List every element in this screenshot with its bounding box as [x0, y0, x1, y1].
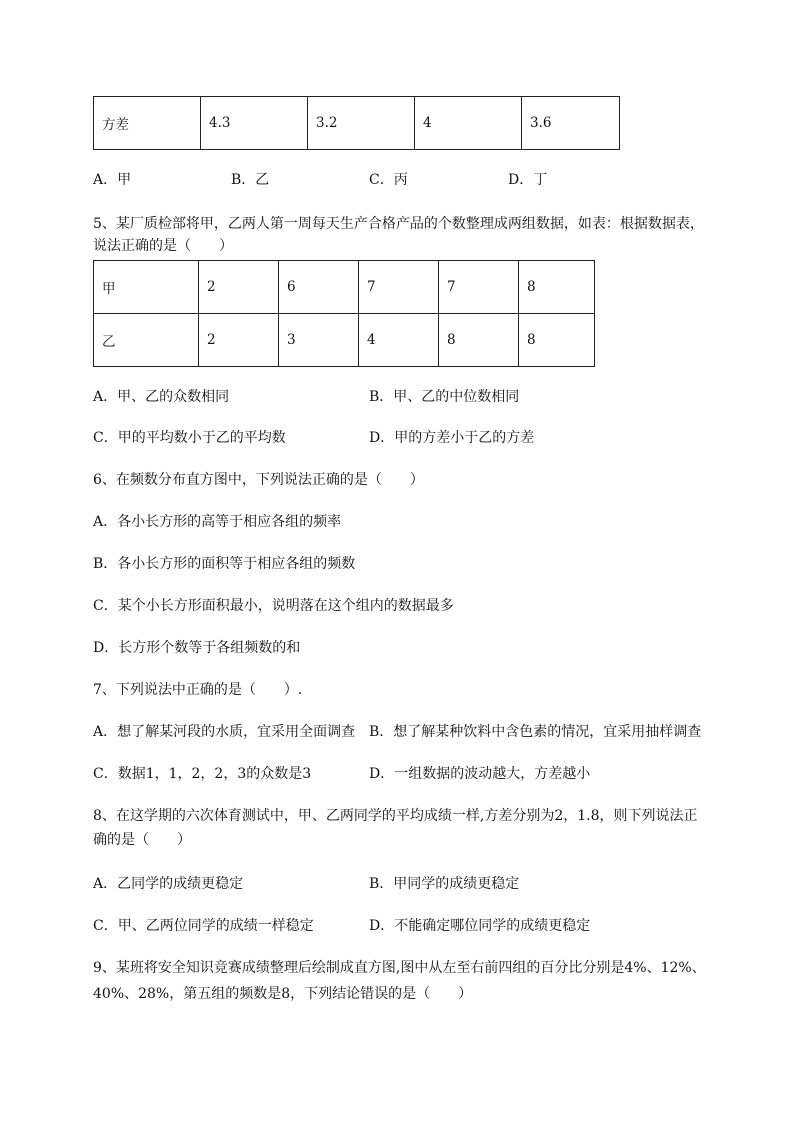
q5-option-c: C．甲的平均数小于乙的平均数 — [93, 430, 286, 446]
q7-option-b: B．想了解某种饮料中含色素的情况，宜采用抽样调查 — [369, 724, 702, 740]
q5-option-a: A．甲、乙的众数相同 — [93, 389, 230, 405]
table-cell: 8 — [519, 314, 595, 367]
q5-stem-line1: 5、某厂质检部将甲，乙两人第一周每天生产合格产品的个数整理成两组数据，如表：根据数据表， — [93, 216, 704, 232]
q8-option-c: C．甲、乙两位同学的成绩一样稳定 — [93, 918, 314, 934]
q9-stem-line2: 40%、28%，第五组的频数是8，下列结论错误的是（ ） — [93, 986, 473, 1002]
q4-option-a: A．甲 — [93, 172, 132, 188]
table-cell: 方差 — [94, 97, 201, 150]
table-cell: 7 — [359, 261, 439, 314]
q5-option-d: D．甲的方差小于乙的方差 — [369, 430, 535, 446]
q6-option-b: B．各小长方形的面积等于相应各组的频数 — [93, 556, 356, 572]
q8-stem-line2: 确的是（ ） — [93, 832, 191, 848]
q6-option-a: A．各小长方形的高等于相应各组的频率 — [93, 514, 342, 530]
table-cell: 4.3 — [201, 97, 308, 150]
q6-option-c: C．某个小长方形面积最小，说明落在这个组内的数据最多 — [93, 598, 454, 614]
variance-table — [93, 96, 620, 150]
q8-option-d: D．不能确定哪位同学的成绩更稳定 — [369, 918, 591, 934]
table-cell: 6 — [279, 261, 359, 314]
table-cell: 4 — [415, 97, 522, 150]
table-cell: 4 — [359, 314, 439, 367]
q7-option-a: A．想了解某河段的水质，宜采用全面调查 — [93, 724, 356, 740]
table-row — [94, 97, 620, 150]
q5-option-b: B．甲、乙的中位数相同 — [369, 389, 520, 405]
q4-option-b: B．乙 — [231, 172, 270, 188]
q4-option-c: C．丙 — [369, 172, 408, 188]
table-row — [94, 314, 595, 367]
table-cell: 2 — [199, 261, 279, 314]
table-cell: 乙 — [94, 314, 199, 367]
table-cell: 2 — [199, 314, 279, 367]
q5-stem-line2: 说法正确的是（ ） — [93, 238, 233, 254]
q7-stem: 7、下列说法中正确的是（ ）. — [93, 682, 303, 698]
q7-option-d: D．一组数据的波动越大，方差越小 — [369, 766, 591, 782]
table-row — [94, 261, 595, 314]
q8-stem-line1: 8、在这学期的六次体育测试中，甲、乙两同学的平均成绩一样,方差分别为2，1.8，则下列说法正 — [93, 808, 698, 824]
q6-option-d: D．长方形个数等于各组频数的和 — [93, 640, 301, 656]
table-cell: 甲 — [94, 261, 199, 314]
table-cell: 8 — [519, 261, 595, 314]
q5-data-table — [93, 260, 595, 367]
table-cell: 7 — [439, 261, 519, 314]
q9-stem-line1: 9、某班将安全知识竞赛成绩整理后绘制成直方图,图中从左至右前四组的百分比分别是4%、12%、 — [93, 960, 706, 976]
q8-option-a: A．乙同学的成绩更稳定 — [93, 876, 244, 892]
q8-option-b: B．甲同学的成绩更稳定 — [369, 876, 520, 892]
q7-option-c: C．数据1，1，2，2，3的众数是3 — [93, 766, 312, 782]
table-cell: 3.2 — [308, 97, 415, 150]
q4-option-d: D．丁 — [508, 172, 548, 188]
table-cell: 3.6 — [522, 97, 620, 150]
table-cell: 3 — [279, 314, 359, 367]
q6-stem: 6、在频数分布直方图中，下列说法正确的是（ ） — [93, 472, 424, 488]
table-cell: 8 — [439, 314, 519, 367]
